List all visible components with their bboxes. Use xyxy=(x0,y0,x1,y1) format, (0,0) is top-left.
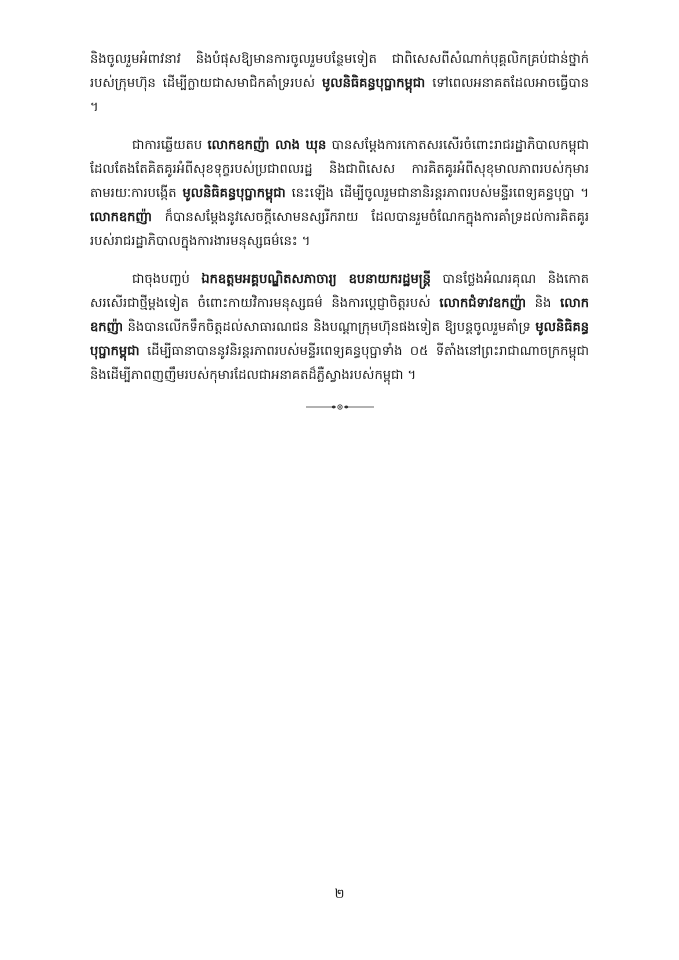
paragraph-3-run-4: លោកជំទាវឧកញ៉ា xyxy=(439,296,526,311)
paragraph-3-run-1: ជាចុងបញ្ចប់ xyxy=(132,272,202,287)
paragraph-2-run-3: បានសម្តែងការកោតសរសើរចំពោះរាជរដ្ឋាភិបាលកម្ពុជា ដែលតែងតែគិតគូរអំពីសុខទុក្ខរបស់ប្រជាពលរដ្ឋ និងជាពិសេស ការគិតគូរអំពីសុខុមាលភាពរបស់កុមារ តាមរយៈការបង្កើត xyxy=(90,138,590,201)
paragraph-3-run-2: ឯកឧត្តមអគ្គបណ្ឌិតសភាចារ្យ ឧបនាយករដ្ឋមន្ត្រី xyxy=(201,272,431,287)
decorative-divider-icon xyxy=(305,402,375,412)
paragraph-3-run-5: និង xyxy=(525,296,561,311)
paragraph-2 xyxy=(90,134,589,254)
paragraph-1-run-3: ទៅពេលអនាគតដែលអាចធ្វើបាន ។ xyxy=(90,76,590,115)
paragraph-1-run-1: និងចូលរួមអំពាវនាវ និងបំផុសឱ្យមានការចូលរួមបន្ថែមទៀត ជាពិសេសពីសំណាក់បុគ្គលិកគ្រប់ជាន់ថ្នាក់របស់ក្រុមហ៊ុន ដើម្បីក្លាយជាសមាជិកគាំទ្ររបស់ xyxy=(90,52,589,91)
paragraph-2-run-4: មូលនិធិគន្ធបុប្ផាកម្ពុជា xyxy=(182,186,286,201)
paragraph-3-run-9: ដើម្បីធានាបាននូវនិរន្តរភាពរបស់មន្ទីរពេទ្យគន្ធបុប្ផាទាំង ០៥ ទីតាំងនៅព្រះរាជាណាចក្រកម្ពុជា និងដើម្បីភាពញញឹមរបស់កុមារដែលជាអនាគតដ៏ភ្លឺស្វាងរបស់កម្ពុជា ។ xyxy=(90,344,589,383)
paragraph-2-run-1: ជាការឆ្លើយតប xyxy=(132,138,208,153)
paragraph-2-run-6: លោកឧកញ៉ា xyxy=(90,210,152,225)
page-number: ២ xyxy=(334,887,345,902)
paragraph-3-run-6: លោកឧកញ៉ា xyxy=(90,296,589,335)
paragraph-3-run-3: បានថ្លែងអំណរគុណ និងកោតសរសើរជាថ្មីម្តងទៀត ចំពោះកាយវិការមនុស្សធម៌ និងការប្តេជ្ញាចិត្តរបស់ xyxy=(90,272,589,311)
paragraph-3-run-7: និងបានលើកទឹកចិត្តដល់សាធារណជន និងបណ្តាក្រុមហ៊ុនផងទៀត ឱ្យបន្តចូលរួមគាំទ្រ xyxy=(123,320,536,335)
paragraph-2-run-7: ក៏បានសម្តែងនូវសេចក្តីសោមនស្សរីករាយ ដែលបានរួមចំណែកក្នុងការគាំទ្រដល់ការគិតគូររបស់រាជរដ្ឋាភិបាលក្នុងការងារមនុស្សធម៌នេះ ។ xyxy=(90,210,589,249)
paragraph-3 xyxy=(90,268,589,388)
paragraph-1 xyxy=(90,48,589,120)
paragraph-2-run-2: លោកឧកញ៉ា លាង ឃុន xyxy=(207,138,327,153)
paragraph-3-run-8: មូលនិធិគន្ធបុប្ផាកម្ពុជា xyxy=(90,320,589,359)
paragraph-2-run-5: នេះឡើង ដើម្បីចូលរួមជានានិរន្តរភាពរបស់មន្ទីរពេទ្យគន្ធបុប្ផា ។ xyxy=(285,186,589,201)
paragraph-1-run-2: មូលនិធិគន្ធបុប្ផាកម្ពុជា xyxy=(322,76,426,91)
